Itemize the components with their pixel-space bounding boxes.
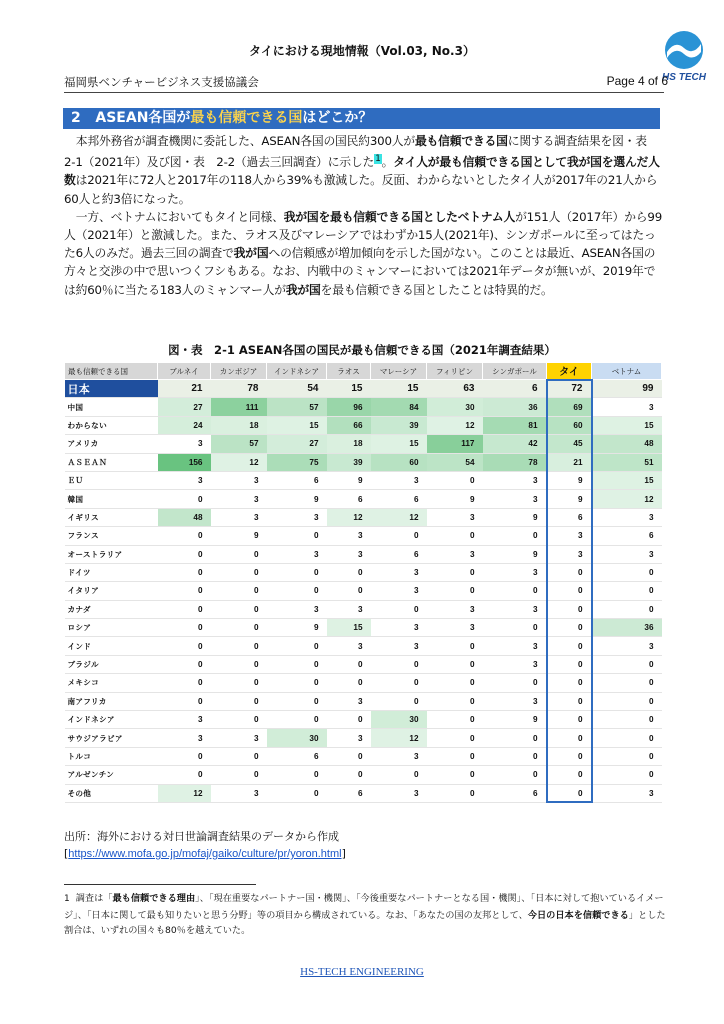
- table-cell: 0: [211, 600, 267, 618]
- table-cell: 3: [371, 619, 427, 637]
- table-cell: 0: [267, 692, 327, 710]
- table-cell: 0: [483, 527, 547, 545]
- table-cell: 3: [158, 435, 211, 453]
- row-label: メキシコ: [65, 674, 158, 692]
- table-row: [65, 692, 662, 710]
- table-cell: 0: [327, 563, 371, 581]
- table-cell: 6: [592, 527, 662, 545]
- running-header: [64, 74, 668, 90]
- source-note: 出所：海外における対日世論調査結果のデータから作成 [https://www.mofa.go.jp/mofaj/gaiko/culture/pr/yoron.html]: [64, 830, 346, 860]
- table-cell: 12: [158, 784, 211, 802]
- section-title-pre: ASEAN各国が: [95, 110, 191, 126]
- table-cell: 36: [592, 619, 662, 637]
- table-cell: 12: [371, 508, 427, 526]
- table-cell: 6: [267, 471, 327, 489]
- table-cell: 9: [547, 471, 592, 489]
- table-cell: 3: [211, 729, 267, 747]
- table-cell: 0: [547, 784, 592, 802]
- table-cell: 0: [211, 766, 267, 784]
- table-cell: 69: [547, 398, 592, 416]
- table-cell: 0: [427, 766, 483, 784]
- table-cell: 3: [327, 729, 371, 747]
- row-label: イギリス: [65, 508, 158, 526]
- table-cell: 36: [483, 398, 547, 416]
- table-cell: 0: [483, 747, 547, 765]
- table-cell: 15: [267, 416, 327, 434]
- table-cell: 9: [483, 711, 547, 729]
- table-cell: 45: [547, 435, 592, 453]
- table-cell: 0: [267, 655, 327, 673]
- table-cell: 3: [371, 637, 427, 655]
- body-text: [64, 132, 664, 299]
- table-cell: 3: [592, 545, 662, 563]
- column-header: ラオス: [327, 363, 371, 380]
- table-cell: 0: [592, 766, 662, 784]
- row-label: ＡＳＥＡＮ: [65, 453, 158, 471]
- table-cell: 111: [211, 398, 267, 416]
- table-row: [65, 766, 662, 784]
- table-cell: 3: [483, 655, 547, 673]
- table-cell: 12: [592, 490, 662, 508]
- table-cell: 27: [158, 398, 211, 416]
- table-cell: 57: [267, 398, 327, 416]
- table-cell: 21: [547, 453, 592, 471]
- table-cell: 0: [547, 619, 592, 637]
- table-cell: 0: [427, 527, 483, 545]
- table-row: [65, 490, 662, 508]
- table-cell: 3: [371, 582, 427, 600]
- table-row: [65, 619, 662, 637]
- table-cell: 0: [267, 711, 327, 729]
- table-cell: 3: [547, 527, 592, 545]
- table-cell: 39: [371, 416, 427, 434]
- section-title-highlight: 最も信頼できる国: [190, 110, 303, 126]
- table-cell: 15: [371, 380, 427, 398]
- table-cell: 0: [158, 582, 211, 600]
- table-cell: 3: [211, 490, 267, 508]
- table-cell: 18: [211, 416, 267, 434]
- table-cell: 3: [371, 784, 427, 802]
- table-cell: 0: [592, 711, 662, 729]
- table-cell: 3: [427, 545, 483, 563]
- table-cell: 66: [327, 416, 371, 434]
- table-row: [65, 508, 662, 526]
- row-label: インドネシア: [65, 711, 158, 729]
- table-cell: 72: [547, 380, 592, 398]
- table-cell: 3: [427, 600, 483, 618]
- table-cell: 78: [211, 380, 267, 398]
- table-cell: 15: [592, 471, 662, 489]
- table-row: [65, 453, 662, 471]
- page-number: Page 4 of 6: [606, 74, 668, 88]
- row-label: 中国: [65, 398, 158, 416]
- table-header-row: [65, 363, 662, 380]
- table-cell: 3: [158, 711, 211, 729]
- table-cell: 117: [427, 435, 483, 453]
- logo-text: HS TECH: [662, 72, 706, 83]
- footnote-reference[interactable]: 1: [375, 154, 381, 165]
- table-cell: 3: [327, 637, 371, 655]
- table-cell: 0: [371, 600, 427, 618]
- table-cell: 3: [371, 471, 427, 489]
- table-row: [65, 711, 662, 729]
- table-cell: 0: [547, 692, 592, 710]
- table-cell: 0: [267, 527, 327, 545]
- table-row: [65, 582, 662, 600]
- table-cell: 78: [483, 453, 547, 471]
- table-cell: 3: [158, 471, 211, 489]
- table-cell: 0: [158, 637, 211, 655]
- table-cell: 3: [267, 600, 327, 618]
- table-corner-header: 最も信頼できる国: [65, 363, 158, 380]
- table-row: [65, 747, 662, 765]
- table-cell: 3: [483, 563, 547, 581]
- table-row: [65, 380, 662, 398]
- table-cell: 3: [592, 637, 662, 655]
- table-cell: 0: [158, 655, 211, 673]
- table-row: [65, 545, 662, 563]
- table-cell: 18: [327, 435, 371, 453]
- table-cell: 0: [371, 766, 427, 784]
- table-cell: 6: [267, 747, 327, 765]
- table-cell: 0: [547, 711, 592, 729]
- table-cell: 30: [427, 398, 483, 416]
- table-cell: 0: [483, 674, 547, 692]
- table-cell: 6: [483, 380, 547, 398]
- row-label: 南アフリカ: [65, 692, 158, 710]
- table-cell: 0: [427, 711, 483, 729]
- table-cell: 0: [327, 766, 371, 784]
- footnote-number: 1: [64, 894, 70, 904]
- table-cell: 0: [158, 600, 211, 618]
- row-label: ブラジル: [65, 655, 158, 673]
- table-cell: 0: [267, 674, 327, 692]
- table-cell: 48: [158, 508, 211, 526]
- table-cell: 3: [592, 508, 662, 526]
- table-cell: 156: [158, 453, 211, 471]
- table-row: [65, 729, 662, 747]
- table-cell: 12: [427, 416, 483, 434]
- table-cell: 3: [267, 545, 327, 563]
- table-cell: 0: [211, 582, 267, 600]
- row-label: インド: [65, 637, 158, 655]
- column-header: カンボジア: [211, 363, 267, 380]
- table-cell: 0: [483, 766, 547, 784]
- column-header: マレーシア: [371, 363, 427, 380]
- table-cell: 0: [158, 747, 211, 765]
- table-cell: 54: [267, 380, 327, 398]
- table-row: [65, 527, 662, 545]
- table-cell: 3: [547, 545, 592, 563]
- table-cell: 0: [211, 655, 267, 673]
- table-cell: 0: [592, 747, 662, 765]
- table-cell: 3: [483, 600, 547, 618]
- table-cell: 0: [547, 674, 592, 692]
- table-cell: 6: [371, 545, 427, 563]
- table-cell: 3: [371, 563, 427, 581]
- row-label: ＥＵ: [65, 471, 158, 489]
- row-label: フランス: [65, 527, 158, 545]
- table-row: [65, 471, 662, 489]
- table-cell: 9: [427, 490, 483, 508]
- table-row: [65, 655, 662, 673]
- table-cell: 0: [483, 729, 547, 747]
- table-cell: 0: [547, 655, 592, 673]
- table-cell: 0: [327, 747, 371, 765]
- table-cell: 0: [211, 711, 267, 729]
- row-label: わからない: [65, 416, 158, 434]
- source-line: 出所：海外における対日世論調査結果のデータから作成: [64, 830, 339, 843]
- table-cell: 75: [267, 453, 327, 471]
- table-cell: 3: [211, 471, 267, 489]
- section-number: 2: [71, 110, 81, 126]
- table-cell: 3: [427, 619, 483, 637]
- table-cell: 21: [158, 380, 211, 398]
- table-cell: 60: [371, 453, 427, 471]
- table-row: [65, 600, 662, 618]
- table-cell: 0: [211, 637, 267, 655]
- row-label: 日本: [65, 380, 158, 398]
- footnote-rule: [64, 884, 256, 885]
- table-cell: 0: [483, 619, 547, 637]
- table-cell: 30: [371, 711, 427, 729]
- table-cell: 0: [267, 766, 327, 784]
- table-cell: 6: [327, 490, 371, 508]
- table-cell: 81: [483, 416, 547, 434]
- row-label: その他: [65, 784, 158, 802]
- table-cell: 3: [483, 471, 547, 489]
- table-cell: 0: [211, 747, 267, 765]
- table-cell: 3: [327, 545, 371, 563]
- table-cell: 0: [427, 729, 483, 747]
- table-row: [65, 435, 662, 453]
- table-cell: 0: [547, 600, 592, 618]
- table-cell: 0: [427, 692, 483, 710]
- table-cell: 0: [211, 545, 267, 563]
- table-cell: 0: [592, 674, 662, 692]
- table-cell: 3: [211, 784, 267, 802]
- row-label: 韓国: [65, 490, 158, 508]
- table-cell: 0: [592, 692, 662, 710]
- column-header: シンガポール: [483, 363, 547, 380]
- table-cell: 27: [267, 435, 327, 453]
- table-cell: 0: [427, 471, 483, 489]
- table-cell: 3: [592, 398, 662, 416]
- table-cell: 30: [267, 729, 327, 747]
- table-cell: 0: [547, 747, 592, 765]
- table-cell: 0: [592, 729, 662, 747]
- table-cell: 0: [267, 784, 327, 802]
- table-cell: 15: [371, 435, 427, 453]
- table-cell: 0: [547, 563, 592, 581]
- table-cell: 0: [592, 582, 662, 600]
- table-cell: 6: [327, 784, 371, 802]
- trust-table: [64, 362, 662, 803]
- table-cell: 0: [371, 527, 427, 545]
- table-cell: 0: [427, 784, 483, 802]
- table-cell: 12: [211, 453, 267, 471]
- table-cell: 3: [592, 784, 662, 802]
- column-header: ブルネイ: [158, 363, 211, 380]
- table-cell: 9: [547, 490, 592, 508]
- row-label: サウジアラビア: [65, 729, 158, 747]
- table-cell: 0: [211, 674, 267, 692]
- table-cell: 0: [211, 692, 267, 710]
- table-cell: 0: [267, 563, 327, 581]
- table-cell: 9: [327, 471, 371, 489]
- table-cell: 9: [483, 545, 547, 563]
- table-cell: 48: [592, 435, 662, 453]
- table-cell: 0: [327, 655, 371, 673]
- table-row: [65, 416, 662, 434]
- paragraph-2: 一方、ベトナムにおいてもタイと同様、我が国を最も信頼できる国としたベトナム人が151人（2017年）から99人（2021年）と激減した。また、ラオス及びマレーシアではわずか15人(2021年)、シンガポールに至ってはたった6人のみだ。過去三回の調査で我が国への信頼感が増加傾向を示した国がない。このことは最近、ASEAN各国の方々と交渉の中で思いつくフシもある。なお、内戦中のミャンマーにおいては2021年データが無いが、2019年では約60％に当たる183人のミャンマー人が我が国を最も信頼できる国としたことは特異的だ。: [64, 209, 663, 297]
- table-cell: 0: [211, 619, 267, 637]
- table-cell: 0: [371, 692, 427, 710]
- document-title: タイにおける現地情報（Vol.03, No.3）: [249, 44, 475, 58]
- table-cell: 0: [592, 563, 662, 581]
- table-cell: 3: [158, 729, 211, 747]
- table-cell: 9: [483, 508, 547, 526]
- table-cell: 12: [371, 729, 427, 747]
- table-cell: 84: [371, 398, 427, 416]
- table-cell: 99: [592, 380, 662, 398]
- table-cell: 0: [267, 637, 327, 655]
- table-cell: 0: [427, 747, 483, 765]
- table-cell: 0: [158, 563, 211, 581]
- table-cell: 9: [267, 619, 327, 637]
- table-cell: 0: [158, 527, 211, 545]
- table-cell: 0: [547, 729, 592, 747]
- table-cell: 0: [327, 582, 371, 600]
- table-row: [65, 563, 662, 581]
- table-cell: 3: [267, 508, 327, 526]
- table-cell: 0: [427, 674, 483, 692]
- table-cell: 0: [547, 637, 592, 655]
- table-cell: 0: [158, 692, 211, 710]
- table-cell: 0: [371, 655, 427, 673]
- table-cell: 9: [211, 527, 267, 545]
- column-header: フィリピン: [427, 363, 483, 380]
- table-cell: 0: [158, 766, 211, 784]
- row-label: カナダ: [65, 600, 158, 618]
- table-cell: 0: [592, 655, 662, 673]
- table-row: [65, 398, 662, 416]
- table-cell: 3: [327, 527, 371, 545]
- table-cell: 0: [592, 600, 662, 618]
- table-cell: 3: [427, 508, 483, 526]
- table-cell: 3: [371, 747, 427, 765]
- table-cell: 6: [371, 490, 427, 508]
- row-label: ドイツ: [65, 563, 158, 581]
- table-cell: 12: [327, 508, 371, 526]
- table-cell: 9: [267, 490, 327, 508]
- table-cell: 42: [483, 435, 547, 453]
- table-cell: 0: [158, 619, 211, 637]
- column-header: タイ: [547, 363, 592, 380]
- table-cell: 57: [211, 435, 267, 453]
- table-cell: 3: [483, 490, 547, 508]
- table-cell: 0: [158, 490, 211, 508]
- table-cell: 60: [547, 416, 592, 434]
- row-label: オーストラリア: [65, 545, 158, 563]
- table-cell: 3: [483, 637, 547, 655]
- table-cell: 0: [371, 674, 427, 692]
- row-label: アメリカ: [65, 435, 158, 453]
- paragraph-1: 本邦外務省が調査機関に委託した、ASEAN各国の国民約300人が最も信頼できる国に関する調査結果を図・表 2-1（2021年）及び図・表 2-2（過去三回調査）に示した$^1$。タイ人が最も信頼できる国として我が国を選んだ人数は2021年に72人と2017年の118人から39%も激減した。反面、わからないとしたタイ人が2017年の21人から60人と約3倍になった。: [64, 134, 660, 206]
- table-cell: 15: [327, 619, 371, 637]
- table-cell: 15: [592, 416, 662, 434]
- footer-company[interactable]: HS-TECH ENGINEERING: [300, 966, 424, 978]
- organization-name: 福岡県ベンチャービジネス支援協議会: [64, 75, 259, 89]
- table-cell: 54: [427, 453, 483, 471]
- table-cell: 63: [427, 380, 483, 398]
- column-header: インドネシア: [267, 363, 327, 380]
- section-heading: [63, 108, 660, 129]
- table-row: [65, 674, 662, 692]
- table-cell: 3: [327, 692, 371, 710]
- table-cell: 0: [327, 711, 371, 729]
- table-cell: 6: [483, 784, 547, 802]
- table-cell: 3: [211, 508, 267, 526]
- table-title: 図・表 2-1 ASEAN各国の国民が最も信頼できる国（2021年調査結果）: [168, 343, 556, 357]
- table-cell: 0: [158, 674, 211, 692]
- table-cell: 0: [158, 545, 211, 563]
- table-cell: 24: [158, 416, 211, 434]
- table-row: [65, 637, 662, 655]
- table-cell: 0: [547, 582, 592, 600]
- table-cell: 0: [547, 766, 592, 784]
- section-title-post: はどこか？: [302, 110, 373, 126]
- row-label: ロシア: [65, 619, 158, 637]
- table-row: [65, 784, 662, 802]
- table-cell: 0: [483, 582, 547, 600]
- table-cell: 0: [427, 655, 483, 673]
- table-cell: 0: [427, 637, 483, 655]
- row-label: トルコ: [65, 747, 158, 765]
- table-cell: 51: [592, 453, 662, 471]
- footnote: 1 調査は「最も信頼できる理由」、「現在重要なパートナー国・機関」、「今後重要なパートナーとなる国・機関」、「日本に対して抱いているイメージ」、「日本に関して最も知りたいと思う分野」等の項目から構成されている。なお、「あなたの国の友邦として、今日の日本を信頼できる」とした割合は、いずれの国々も80％を越えていた。: [64, 893, 666, 936]
- column-header: ベトナム: [592, 363, 662, 380]
- table-cell: 0: [211, 563, 267, 581]
- row-label: アルゼンチン: [65, 766, 158, 784]
- table-cell: 3: [483, 692, 547, 710]
- table-cell: 0: [267, 582, 327, 600]
- table-cell: 15: [327, 380, 371, 398]
- table-cell: 0: [327, 674, 371, 692]
- table-cell: 0: [427, 563, 483, 581]
- row-label: イタリア: [65, 582, 158, 600]
- table-cell: 0: [427, 582, 483, 600]
- table-cell: 39: [327, 453, 371, 471]
- table-cell: 96: [327, 398, 371, 416]
- source-url-link[interactable]: https://www.mofa.go.jp/mofaj/gaiko/culture/pr/yoron.html: [68, 848, 342, 860]
- header-rule: [64, 92, 664, 93]
- table-cell: 6: [547, 508, 592, 526]
- table-cell: 3: [327, 600, 371, 618]
